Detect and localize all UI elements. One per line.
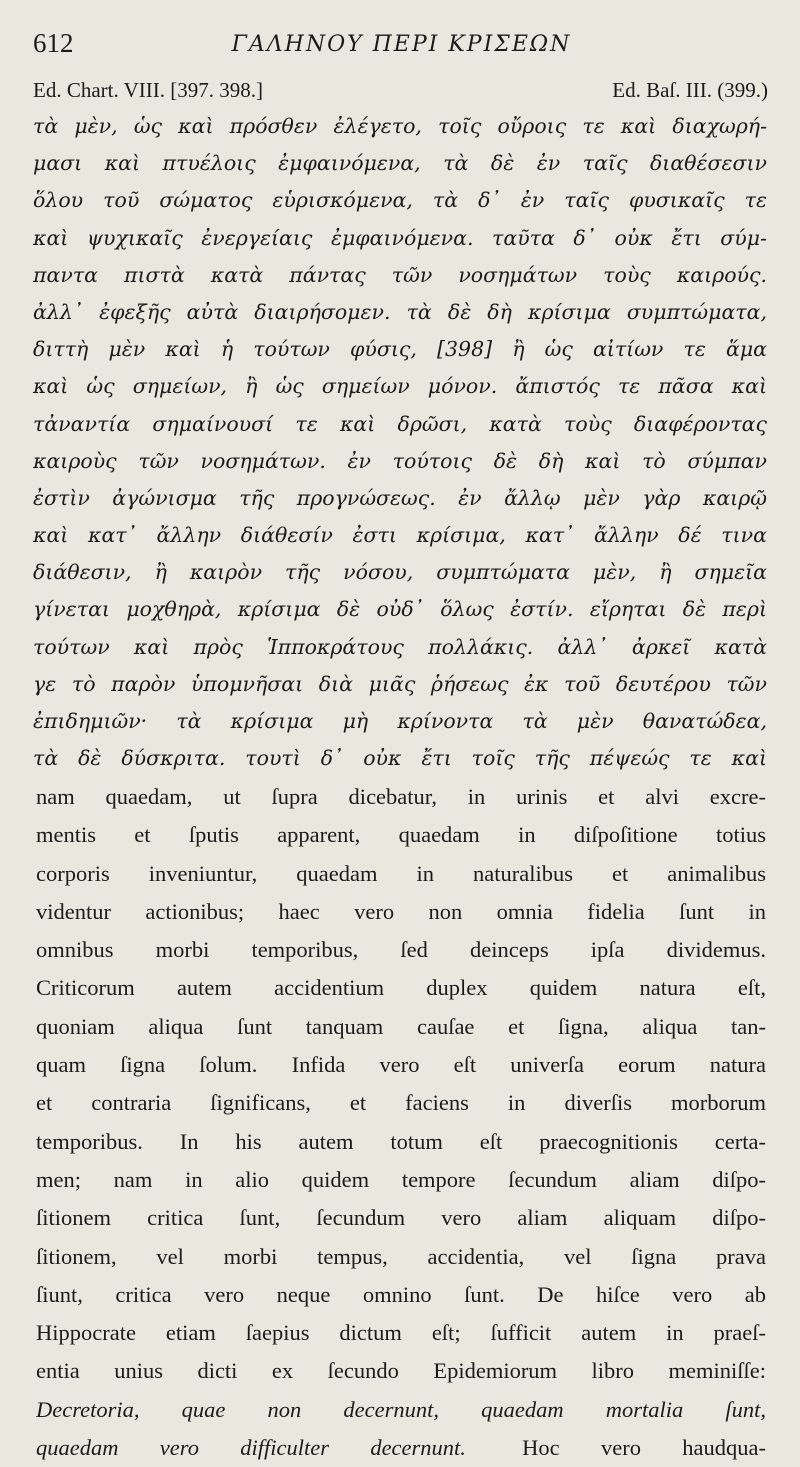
latin-quotation-end: quaedam vero difficulter decernunt. (36, 1435, 466, 1461)
greek-text-line: καὶ ψυχικαῖς ἐνεργείαις ἐμφαινόμενα. ταῦτα δ᾽ οὐκ ἔτι σύμ- (33, 225, 767, 250)
greek-text-line: τὰ δὲ δύσκριτα. τουτὶ δ᾽ οὐκ ἔτι τοῖς τῆς πέψεώς τε καὶ (33, 746, 767, 771)
latin-text-line: entia unius dicti ex ſecundo Epidemiorum libro meminiſſe: (36, 1358, 766, 1384)
greek-text-line: γίνεται μοχθηρὰ, κρίσιμα δὲ οὐδ᾽ ὅλως ἐστίν. εἴρηται δὲ περὶ (33, 597, 767, 622)
latin-text-line: ſitionem, vel morbi tempus, accidentia, vel ſigna prava (36, 1243, 766, 1269)
latin-text-line: Hippocrate etiam ſaepius dictum eſt; ſufficit autem in praeſ- (36, 1320, 766, 1346)
greek-text-line: ἀλλ᾽ ἐφεξῆς αὐτὰ διαιρήσομεν. τὰ δὲ δὴ κρίσιμα συμπτώματα, (33, 299, 767, 324)
greek-text-line: τἀναντία σημαίνουσί τε καὶ δρῶσι, κατὰ τοὺς διαφέροντας (33, 411, 767, 436)
greek-text-line: καὶ κατ᾽ ἄλλην διάθεσίν ἐστι κρίσιμα, κατ᾽ ἄλλην δέ τινα (33, 523, 767, 548)
greek-text-line: τὰ μὲν, ὡς καὶ πρόσθεν ἐλέγετο, τοῖς οὔροις τε καὶ διαχωρή- (33, 114, 767, 138)
latin-text-line: temporibus. In his autem totum eſt praecognitionis certa- (36, 1128, 766, 1154)
greek-text-line: μασι καὶ πτυέλοις ἐμφαινόμενα, τὰ δὲ ἐν ταῖς διαθέσεσιν (33, 151, 767, 176)
latin-final-line (36, 1429, 766, 1467)
greek-text-block (33, 108, 767, 777)
latin-text-line: ſiunt, critica vero neque omnino ſunt. De hiſce vero ab (36, 1281, 766, 1307)
latin-text-line: corporis inveniuntur, quaedam in naturalibus et animalibus (36, 860, 766, 886)
edition-reference-right: Ed. Baſ. III. (399.) (612, 78, 768, 102)
latin-text-line: quam ſigna ſolum. Infida vero eſt univerſa eorum natura (36, 1052, 766, 1078)
latin-text-block (36, 778, 766, 1467)
latin-continuation: Hoc vero haudqua- (522, 1435, 766, 1461)
greek-text-line: ἐπιδημιῶν· τὰ κρίσιμα μὴ κρίνοντα τὰ μὲν θανατώδεα, (33, 709, 767, 733)
page-number: 612 (33, 28, 74, 58)
latin-text-line: ſitionem critica ſunt, ſecundum vero aliam aliquam diſpo- (36, 1205, 766, 1231)
page-header (33, 28, 770, 68)
greek-text-line: καὶ ὡς σημείων, ἢ ὡς σημείων μόνον. ἄπιστός τε πᾶσα καὶ (33, 374, 767, 399)
latin-text-line: et contraria ſignificans, et faciens in diverſis morborum (36, 1090, 766, 1116)
greek-text-line: παντα πιστὰ κατὰ πάντας τῶν νοσημάτων τοὺς καιρούς. (33, 262, 767, 287)
latin-text-line: men; nam in alio quidem tempore ſecundum aliam diſpo- (36, 1166, 766, 1192)
latin-text-line: videntur actionibus; haec vero non omnia fidelia ſunt in (36, 898, 766, 924)
latin-quotation-line (36, 1391, 766, 1429)
latin-text-line: omnibus morbi temporibus, ſed deinceps ipſa dividemus. (36, 937, 766, 963)
greek-text-line: διάθεσιν, ἢ καιρὸν τῆς νόσου, συμπτώματα μὲν, ἢ σημεῖα (33, 560, 767, 585)
latin-text-line: nam quaedam, ut ſupra dicebatur, in urinis et alvi excre- (36, 784, 766, 809)
greek-text-line: καιροὺς τῶν νοσημάτων. ἐν τούτοις δὲ δὴ καὶ τὸ σύμπαν (33, 448, 767, 473)
latin-text-line: Criticorum autem accidentium duplex quidem natura eſt, (36, 975, 766, 1001)
greek-text-line: διττὴ μὲν καὶ ἡ τούτων φύσις, [398] ἢ ὡς αἰτίων τε ἅμα (33, 337, 767, 362)
greek-text-line: ὅλου τοῦ σώματος εὑρισκόμενα, τὰ δ᾽ ἐν ταῖς φυσικαῖς τε (33, 188, 767, 213)
latin-text-line: quoniam aliqua ſunt tanquam cauſae et ſigna, aliqua tan- (36, 1013, 766, 1039)
edition-reference-left: Ed. Chart. VIII. [397. 398.] (33, 78, 263, 102)
greek-text-line: γε τὸ παρὸν ὑπομνῆσαι διὰ μιᾶς ῥήσεως ἐκ τοῦ δευτέρου τῶν (33, 671, 767, 696)
running-title: ΓΑΛΗΝΟΥ ΠΕΡΙ ΚΡΙΣΕΩΝ (231, 32, 572, 57)
latin-quotation-text: Decretoria, quae non decernunt, quaedam mortalia ſunt, (36, 1396, 766, 1422)
greek-text-line: τούτων καὶ πρὸς Ἱπποκράτους πολλάκις. ἀλλ᾽ ἀρκεῖ κατὰ (33, 634, 767, 659)
edition-line (33, 78, 768, 106)
latin-text-line: mentis et ſputis apparent, quaedam in diſpoſitione totius (36, 822, 766, 848)
greek-text-line: ἐστὶν ἀγώνισμα τῆς προγνώσεως. ἐν ἄλλῳ μὲν γὰρ καιρῷ (33, 485, 767, 510)
